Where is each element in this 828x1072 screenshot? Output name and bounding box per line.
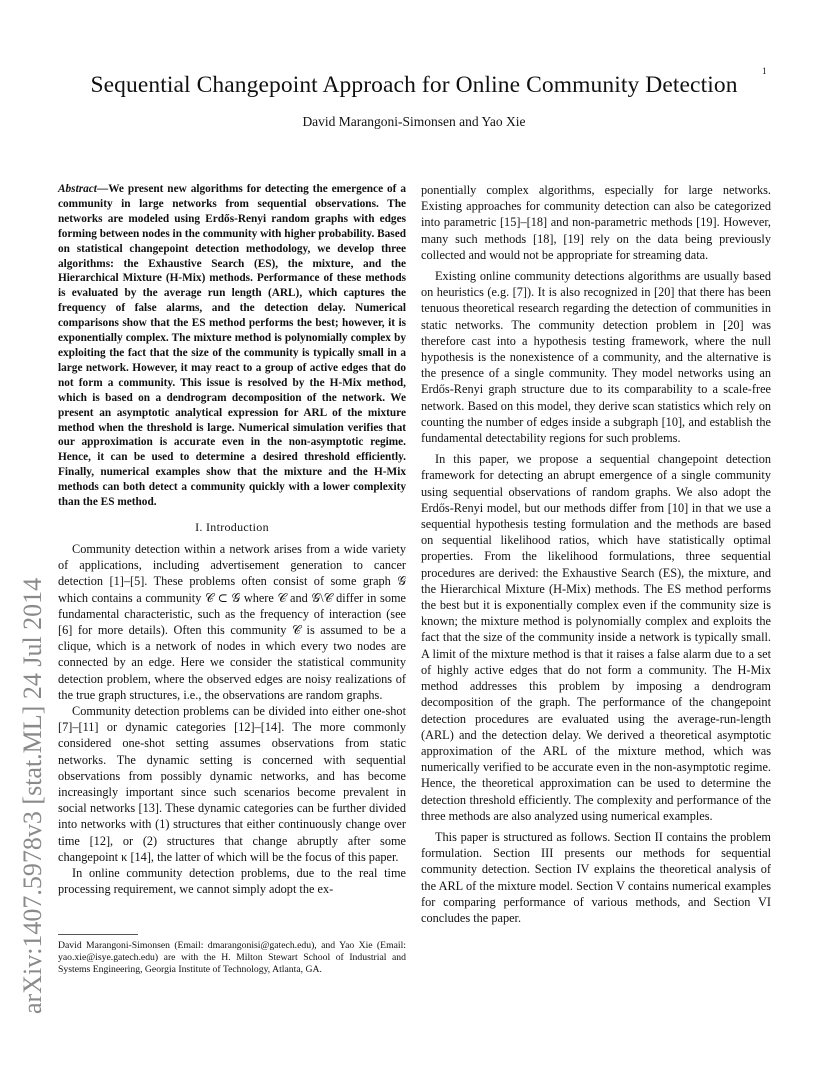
abstract-label: Abstract — [58, 183, 97, 195]
right-paragraph-4: This paper is structured as follows. Section II contains the problem formulation. Section III presents our methods for sequential community detection. Section IV explains the theoretical analysis of the ARL of the mixture model. Section V contains numerical examples for comparing performance of various methods, and Section VI concludes the paper. — [421, 829, 771, 925]
arxiv-watermark: arXiv:1407.5978v3 [stat.ML] 24 Jul 2014 — [18, 577, 47, 1014]
intro-paragraph-3: In online community detection problems, due to the real time processing requirement, we cannot simply adopt the ex- — [58, 866, 406, 897]
introduction-body — [58, 541, 406, 897]
right-paragraph-1: ponentially complex algorithms, especially for large networks. Existing approaches for community detection can also be categorized into parametric [15]–[18] and non-parametric methods [19]. However, many such methods [18], [19] rely on the data being previously collected and would not be appropriate for streaming data. — [421, 183, 771, 262]
abstract-text: —We present new algorithms for detecting the emergence of a community in large networks from sequential observations. The networks are modeled using Erdős-Renyi random graphs with edges forming between nodes in the community with higher probability. Based on statistical changepoint detection methodology, we develop three algorithms: the Exhaustive Search (ES), the mixture, and the Hierarchical Mixture (H-Mix) methods. Performance of these methods is evaluated by the average run length (ARL), which captures the frequency of false alarms, and the detection delay. Numerical comparisons show that the ES method performs the best; however, it is exponentially complex. The mixture method is polynomially complex by exploiting the fact that the size of the community is typically small in a large network. However, it may react to a group of active edges that do not form a community. This issue is resolved by the H-Mix method, which is based on a dendrogram decomposition of the network. We present an asymptotic analytical expression for ARL of the mixture method when the threshold is large. Numerical simulation verifies that our approximation is accurate even in the non-asymptotic regime. Hence, it can be used to determine a desired threshold efficiently. Finally, numerical examples show that the mixture and the H-Mix methods can both detect a community quickly with a lower complexity than the ES method. — [58, 183, 406, 509]
section-heading-introduction: I. Introduction — [195, 520, 269, 534]
right-column-body — [421, 182, 771, 931]
page-number: 1 — [762, 66, 767, 76]
right-paragraph-3: In this paper, we propose a sequential changepoint detection framework for detecting an abrupt emergence of a single community using sequential observations of random graphs. We also adopt the Erdős-Renyi model, but our methods differ from [10] in that we use a sequential hypothesis testing formulation and the methods are based on sequential likelihood ratios, which have statistically optimal properties. From the likelihood formulations, three sequential procedures are derived: the Exhaustive Search (ES), the mixture, and the Hierarchical Mixture (H-Mix) methods. The ES method performs the best but it is exponentially complex even if the community size is known; the mixture method is polynomially complex and exploits the fact that the size of the community inside a network is typically small. A limit of the mixture method is that it raises a false alarm due to a set of highly active edges that do not form a community. The H-Mix method addresses this problem by imposing a dendrogram decomposition of the graph. The performance of the changepoint detection procedures are evaluated using the average-run-length (ARL) and the detection delay. We derived a theoretical asymptotic approximation of the ARL of the mixture method, which was numerically verified to be accurate even in the non-asymptotic regime. Hence, the theoretical approximation can be used to determine the detection threshold efficiently. The complexity and performance of the three methods are also analyzed using numerical examples. — [421, 452, 771, 823]
right-paragraph-2: Existing online community detections algorithms are usually based on heuristics (e.g. [7]). It is also recognized in [20] that there has been tenuous theoretical research regarding the detection of communities in static networks. The community detection problem in [20] was therefore cast into a hypothesis testing framework, where the null hypothesis is the nonexistence of a community, and the alternative is the presence of a single community. They model networks using an Erdős-Renyi graph structure due to its comparability to a scale-free network. Based on this model, they derive scan statistics which rely on counting the number of edges inside a subgraph [10], and establish the fundamental detectability regions for such problems. — [421, 269, 771, 446]
intro-paragraph-2: Community detection problems can be divided into either one-shot [7]–[11] or dynamic categories [12]–[14]. The more commonly considered one-shot setting assumes observations from static networks. The dynamic setting is concerned with sequential observations from possibly dynamic networks, and has become increasingly important since such scenarios become prevalent in social networks [13]. These dynamic categories can be further divided into networks with (1) structures that either continuously change over time [12], or (2) structures that change abruptly after some changepoint κ [14], the latter of which will be the focus of this paper. — [58, 704, 406, 864]
footnote-divider — [58, 934, 138, 935]
paper-title: Sequential Changepoint Approach for Online Community Detection — [90, 72, 738, 98]
intro-paragraph-1: Community detection within a network arises from a wide variety of applications, including advertisement generation to cancer detection [1]–[5]. These problems often consist of some graph 𝒢 which contains a community 𝒞 ⊂ 𝒢 where 𝒞 and 𝒢\𝒞 differ in some fundamental characteristic, such as the frequency of interaction (see [6] for more details). Often this community 𝒞 is assumed to be a clique, which is a network of nodes in which every two nodes are connected by an edge. Here we consider the statistical community detection problem, where the observed edges are noisy realizations of the true graph structures, i.e., the observations are random graphs. — [58, 542, 406, 702]
paper-authors: David Marangoni-Simonsen and Yao Xie — [302, 114, 526, 129]
author-footnote: David Marangoni-Simonsen (Email: dmarangonisi@gatech.edu), and Yao Xie (Email: yao.xie@isye.gatech.edu) are with the H. Milton Stewart School of Industrial and Systems Engineering, Georgia Institute of Technology, Atlanta, GA. — [58, 940, 406, 976]
abstract — [58, 182, 406, 510]
